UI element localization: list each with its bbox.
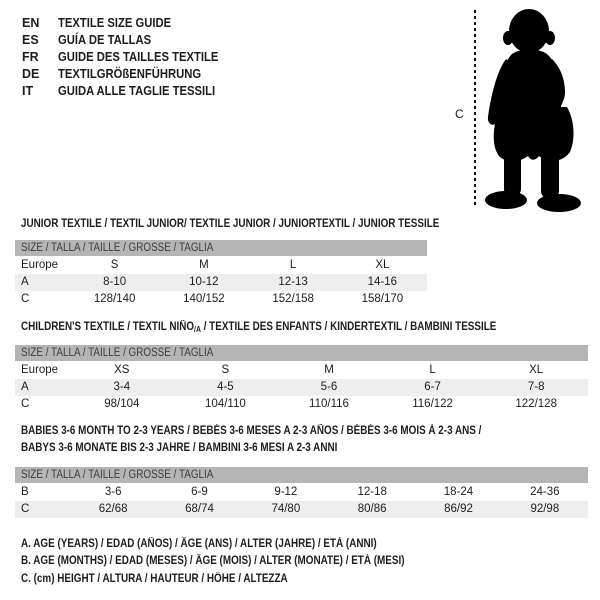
lang-row-fr [22, 49, 236, 66]
size-header: M [324, 364, 334, 376]
size-value: 10-12 [189, 276, 219, 288]
size-bar: SIZE / TALLA / TAILLE / GRÖSSE / TAGLIA [15, 240, 427, 256]
row-label: A [21, 381, 29, 393]
subscript: /A [194, 325, 201, 334]
size-value: 62/68 [98, 503, 128, 515]
size-value: 3-4 [113, 381, 131, 393]
size-header: L [289, 259, 297, 271]
size-value: 24-36 [530, 486, 560, 498]
babies-heading-line1: BABIES 3-6 MONTH TO 2-3 YEARS / BEBÉS 3-6 MESES A 2-3 AÑOS / BÉBÉS 3-6 MOIS À 2-3 ANS / [21, 425, 482, 437]
size-header: S [110, 259, 119, 271]
size-value: 6-7 [424, 381, 441, 393]
size-header: XL [529, 364, 544, 376]
lang-row-it [22, 83, 236, 100]
size-value: 68/74 [185, 503, 214, 515]
height-measure-label: C [455, 107, 464, 121]
size-value: 104/110 [205, 398, 246, 410]
size-value: 9-12 [274, 486, 298, 498]
lang-title: GUIDE DES TAILLES TEXTILE [58, 50, 219, 64]
children-section-heading: CHILDREN'S TEXTILE / TEXTIL $NIÑO_{/A}$ / TEXTILE DES ENFANTS / KINDERTEXTIL / BAMBINI TESSILE [21, 321, 497, 334]
size-value: 110/116 [309, 398, 349, 410]
lang-code: IT [22, 84, 34, 98]
size-value: 86/92 [444, 503, 473, 515]
size-header: M [199, 259, 209, 271]
size-header: XL [375, 259, 390, 271]
size-value: 14-16 [367, 276, 398, 288]
footnotes [21, 536, 467, 588]
toddler-silhouette [485, 9, 581, 212]
footnote-b: B. AGE (MONTHS) / EDAD (MESES) / ÂGE (MOIS) / ALTER (MONATE) / ETÀ (MESI) [21, 555, 405, 568]
junior-section-heading: JUNIOR TEXTILE / TEXTIL JUNIOR/ TEXTILE JUNIOR / JUNIORTEXTIL / JUNIOR TESSILE [21, 218, 440, 230]
table-row [15, 379, 588, 396]
row-label: A [21, 276, 29, 288]
height-dashed-line [474, 10, 476, 207]
size-value: 18-24 [443, 486, 474, 498]
size-header: S [221, 364, 230, 376]
size-value: 12-13 [278, 276, 308, 288]
babies-size-table [15, 467, 588, 518]
row-label: C [21, 398, 30, 410]
size-header: L [429, 364, 436, 376]
size-value: 3-6 [104, 486, 122, 498]
size-bar: SIZE / TALLA / TAILLE / GRÖSSE / TAGLIA [15, 467, 588, 483]
size-value: 74/80 [271, 503, 301, 515]
lang-code: ES [22, 33, 39, 47]
babies-section-heading [21, 423, 556, 457]
size-value: 80/86 [357, 503, 387, 515]
row-label: Europe [21, 364, 59, 376]
size-value: 98/104 [104, 398, 140, 410]
table-row [15, 257, 427, 274]
lang-title: GUIDA ALLE TAGLIE TESSILI [58, 84, 216, 98]
babies-heading-line2: BABYS 3-6 MONATE BIS 2-3 JAHRE / BAMBINI 3-6 MESI A 2-3 ANNI [21, 442, 338, 454]
size-value: 158/170 [361, 293, 404, 305]
size-value: 116/122 [412, 398, 453, 410]
size-value: 5-6 [320, 381, 338, 393]
row-label: C [21, 503, 30, 515]
size-value: 4-5 [217, 381, 234, 393]
size-value: 7-8 [527, 381, 545, 393]
size-value: 12-18 [357, 486, 387, 498]
table-row [15, 291, 427, 308]
size-value: 128/140 [93, 293, 136, 305]
table-row [15, 274, 427, 291]
row-label: Europe [21, 259, 59, 271]
size-value: 140/152 [183, 293, 225, 305]
table-row [15, 484, 588, 501]
footnote-c: C. (cm) HEIGHT / ALTURA / HAUTEUR / HÖHE / ALTEZZA [21, 572, 288, 585]
size-value: 152/158 [272, 293, 314, 305]
row-label: C [21, 293, 30, 305]
table-row [15, 362, 588, 379]
lang-title: TEXTILGRÖßENFÜHRUNG [58, 67, 202, 81]
language-legend [22, 15, 236, 100]
size-header: XS [114, 364, 130, 376]
junior-size-table [15, 240, 427, 308]
toddler-silhouette-image [484, 7, 590, 212]
lang-title: TEXTILE SIZE GUIDE [58, 16, 172, 30]
row-label: B [21, 486, 29, 498]
footnote-a: A. AGE (YEARS) / EDAD (AÑOS) / ÂGE (ANS) / ALTER (JAHRE) / ETÀ (ANNI) [21, 538, 377, 550]
size-value: 8-10 [103, 276, 127, 288]
lang-row-es [22, 32, 236, 49]
table-row [15, 396, 588, 413]
size-value: 6-9 [191, 486, 208, 498]
lang-code: EN [22, 16, 40, 30]
size-bar: SIZE / TALLA / TAILLE / GRÖSSE / TAGLIA [15, 345, 588, 361]
lang-row-de [22, 66, 236, 83]
table-row [15, 501, 588, 518]
size-value: 122/128 [515, 398, 557, 410]
size-value: 92/98 [530, 503, 560, 515]
lang-code: FR [22, 50, 39, 64]
lang-row-en [22, 15, 236, 32]
lang-code: DE [22, 67, 40, 81]
lang-title: GUÍA DE TALLAS [58, 33, 152, 47]
children-size-table [15, 345, 588, 413]
